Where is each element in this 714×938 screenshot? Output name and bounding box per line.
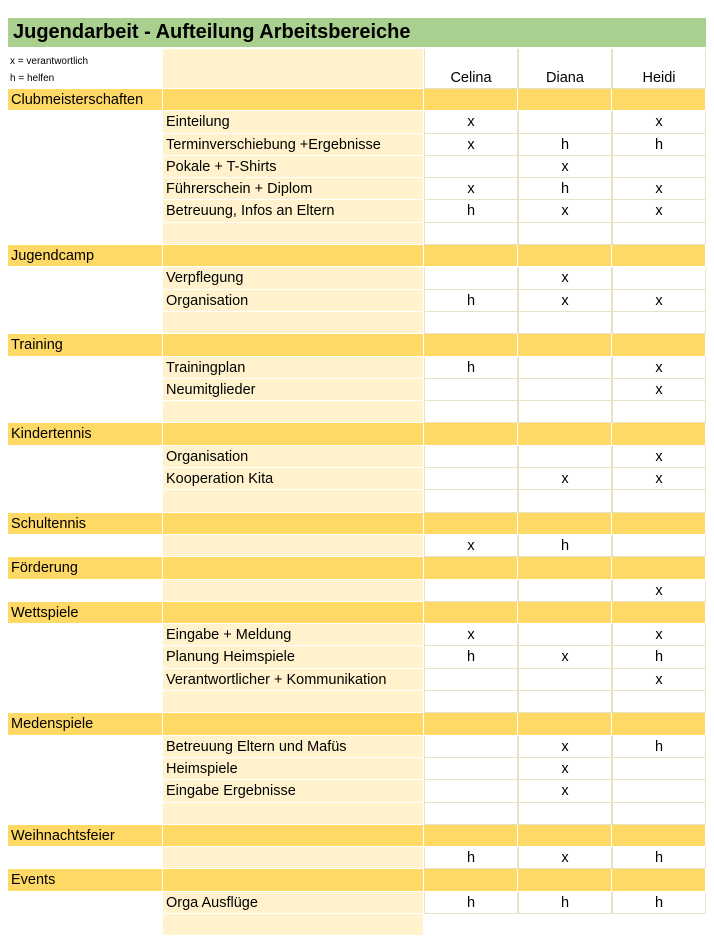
assignment-cell[interactable]: h [424, 646, 518, 668]
person-header[interactable]: Diana [518, 49, 612, 89]
category-person-cell[interactable] [518, 602, 612, 624]
empty-cell[interactable] [8, 178, 163, 200]
empty-cell[interactable] [8, 134, 163, 156]
table-row [8, 624, 706, 646]
assignment-cell[interactable] [612, 780, 706, 802]
assignment-cell[interactable] [612, 535, 706, 557]
category-row [8, 513, 706, 535]
category-label[interactable]: Förderung [8, 557, 163, 579]
category-task-cell[interactable] [163, 869, 424, 891]
assignment-cell[interactable]: x [518, 847, 612, 869]
task-cell[interactable]: Neumitglieder [163, 379, 424, 401]
person-header[interactable]: Celina [424, 49, 518, 89]
table-row [8, 758, 706, 780]
assignment-cell[interactable]: x [612, 200, 706, 222]
empty-cell[interactable] [8, 156, 163, 178]
table-row [8, 847, 706, 869]
assignment-cell[interactable]: x [612, 468, 706, 490]
task-cell[interactable]: Terminverschiebung +Ergebnisse [163, 134, 424, 156]
assignment-cell[interactable] [424, 446, 518, 468]
assignment-cell[interactable]: x [518, 468, 612, 490]
empty-cell[interactable] [8, 624, 163, 646]
category-task-cell[interactable] [163, 825, 424, 847]
empty-cell[interactable] [8, 446, 163, 468]
assignment-cell[interactable] [612, 490, 706, 512]
category-person-cell[interactable] [518, 713, 612, 735]
task-cell[interactable]: Heimspiele [163, 758, 424, 780]
assignment-cell[interactable] [518, 580, 612, 602]
empty-cell[interactable] [8, 111, 163, 133]
empty-cell[interactable] [8, 580, 163, 602]
empty-task-cell[interactable] [163, 914, 424, 936]
category-row [8, 423, 706, 445]
assignment-cell[interactable]: x [518, 267, 612, 289]
task-cell[interactable] [163, 691, 424, 713]
table-row [8, 669, 706, 691]
header-row [8, 49, 706, 89]
empty-cell[interactable] [8, 401, 163, 423]
category-person-cell[interactable] [424, 423, 518, 445]
assignment-cell[interactable] [612, 156, 706, 178]
assignment-cell[interactable]: h [424, 847, 518, 869]
task-cell[interactable]: Pokale + T-Shirts [163, 156, 424, 178]
category-label[interactable]: Events [8, 869, 163, 891]
category-label[interactable]: Schultennis [8, 513, 163, 535]
empty-cell[interactable] [8, 379, 163, 401]
category-person-cell[interactable] [518, 89, 612, 111]
assignment-cell[interactable]: x [612, 580, 706, 602]
table-row [8, 379, 706, 401]
legend-cell[interactable] [8, 49, 163, 89]
task-cell[interactable] [163, 490, 424, 512]
category-person-cell[interactable] [612, 334, 706, 356]
category-person-cell[interactable] [424, 825, 518, 847]
assignment-cell[interactable]: x [518, 758, 612, 780]
category-person-cell[interactable] [612, 423, 706, 445]
sheet-title: Jugendarbeit - Aufteilung Arbeitsbereiche [8, 18, 706, 47]
category-person-cell[interactable] [424, 245, 518, 267]
empty-cell[interactable] [8, 312, 163, 334]
task-cell[interactable]: Eingabe + Meldung [163, 624, 424, 646]
assignment-cell[interactable]: h [424, 290, 518, 312]
task-cell[interactable] [163, 401, 424, 423]
assignment-cell[interactable] [518, 357, 612, 379]
table-row [8, 736, 706, 758]
assignment-cell[interactable]: h [518, 535, 612, 557]
assignment-table [8, 49, 706, 936]
table-row [8, 134, 706, 156]
category-label[interactable]: Clubmeisterschaften [8, 89, 163, 111]
category-row [8, 89, 706, 111]
assignment-cell[interactable]: x [612, 669, 706, 691]
assignment-cell[interactable]: x [518, 156, 612, 178]
table-row [8, 892, 706, 914]
assignment-cell[interactable] [424, 580, 518, 602]
category-label[interactable]: Jugendcamp [8, 245, 163, 267]
assignment-cell[interactable]: x [424, 111, 518, 133]
empty-cell[interactable] [8, 803, 163, 825]
table-row [8, 780, 706, 802]
category-task-cell[interactable] [163, 334, 424, 356]
assignment-cell[interactable] [424, 691, 518, 713]
assignment-cell[interactable] [518, 803, 612, 825]
assignment-cell[interactable]: h [518, 178, 612, 200]
task-cell[interactable]: Orga Ausflüge [163, 892, 424, 914]
empty-cell[interactable] [8, 892, 163, 914]
task-cell[interactable]: Führerschein + Diplom [163, 178, 424, 200]
assignment-cell[interactable] [612, 223, 706, 245]
task-cell[interactable]: Einteilung [163, 111, 424, 133]
table-row [8, 580, 706, 602]
category-person-cell[interactable] [424, 334, 518, 356]
person-header[interactable]: Heidi [612, 49, 706, 89]
legend-help: h = helfen [10, 73, 55, 84]
assignment-cell[interactable] [612, 267, 706, 289]
assignment-cell[interactable]: x [612, 379, 706, 401]
assignment-cell[interactable]: x [518, 200, 612, 222]
category-person-cell[interactable] [612, 89, 706, 111]
category-row [8, 713, 706, 735]
assignment-cell[interactable]: x [518, 736, 612, 758]
assignment-cell[interactable]: x [612, 178, 706, 200]
assignment-cell[interactable]: x [612, 290, 706, 312]
assignment-cell[interactable] [518, 401, 612, 423]
assignment-cell[interactable]: x [612, 357, 706, 379]
assignment-cell[interactable]: x [518, 646, 612, 668]
category-label[interactable]: Weihnachtsfeier [8, 825, 163, 847]
category-row [8, 245, 706, 267]
empty-cell[interactable] [8, 357, 163, 379]
table-row [8, 156, 706, 178]
trailing-row [8, 914, 706, 936]
category-person-cell[interactable] [518, 334, 612, 356]
empty-cell[interactable] [8, 223, 163, 245]
assignment-cell[interactable] [518, 624, 612, 646]
assignment-cell[interactable]: h [424, 357, 518, 379]
category-person-cell[interactable] [518, 245, 612, 267]
empty-cell[interactable] [8, 646, 163, 668]
assignment-cell[interactable] [518, 691, 612, 713]
assignment-cell[interactable]: h [612, 134, 706, 156]
assignment-cell[interactable]: h [518, 134, 612, 156]
assignment-cell[interactable] [424, 736, 518, 758]
category-person-cell[interactable] [424, 602, 518, 624]
assignment-cell[interactable]: x [424, 134, 518, 156]
assignment-cell[interactable] [424, 223, 518, 245]
table-row [8, 223, 706, 245]
task-cell[interactable]: Organisation [163, 290, 424, 312]
empty-cell[interactable] [8, 468, 163, 490]
category-person-cell[interactable] [612, 245, 706, 267]
table-row [8, 200, 706, 222]
assignment-cell[interactable] [424, 379, 518, 401]
table-row [8, 290, 706, 312]
assignment-cell[interactable] [612, 758, 706, 780]
category-person-cell[interactable] [518, 513, 612, 535]
category-row [8, 557, 706, 579]
assignment-cell[interactable] [518, 379, 612, 401]
assignment-cell[interactable] [424, 490, 518, 512]
table-row [8, 803, 706, 825]
assignment-cell[interactable] [518, 490, 612, 512]
table-row [8, 468, 706, 490]
empty-cell[interactable] [8, 267, 163, 289]
task-cell[interactable] [163, 803, 424, 825]
category-person-cell[interactable] [518, 825, 612, 847]
category-label[interactable]: Medenspiele [8, 713, 163, 735]
assignment-cell[interactable] [612, 803, 706, 825]
empty-cell[interactable] [8, 490, 163, 512]
task-cell[interactable]: Verantwortlicher + Kommunikation [163, 669, 424, 691]
table-row [8, 535, 706, 557]
task-cell[interactable]: Organisation [163, 446, 424, 468]
assignment-cell[interactable] [424, 803, 518, 825]
assignment-cell[interactable] [518, 312, 612, 334]
task-cell[interactable]: Betreuung Eltern und Mafüs [163, 736, 424, 758]
assignment-cell[interactable]: h [612, 736, 706, 758]
category-person-cell[interactable] [612, 557, 706, 579]
category-person-cell[interactable] [612, 869, 706, 891]
category-person-cell[interactable] [518, 423, 612, 445]
category-task-cell[interactable] [163, 557, 424, 579]
assignment-cell[interactable] [424, 468, 518, 490]
table-row [8, 357, 706, 379]
assignment-cell[interactable] [424, 669, 518, 691]
task-header-cell[interactable] [163, 49, 424, 89]
table-row [8, 178, 706, 200]
table-row [8, 446, 706, 468]
assignment-cell[interactable] [518, 669, 612, 691]
category-row [8, 825, 706, 847]
assignment-cell[interactable]: x [612, 624, 706, 646]
assignment-cell[interactable] [612, 312, 706, 334]
empty-cell[interactable] [8, 736, 163, 758]
category-person-cell[interactable] [612, 713, 706, 735]
category-person-cell[interactable] [612, 825, 706, 847]
task-cell[interactable]: Kooperation Kita [163, 468, 424, 490]
assignment-cell[interactable] [424, 401, 518, 423]
assignment-cell[interactable] [424, 758, 518, 780]
table-row [8, 267, 706, 289]
category-person-cell[interactable] [424, 713, 518, 735]
category-task-cell[interactable] [163, 602, 424, 624]
assignment-cell[interactable] [518, 111, 612, 133]
assignment-cell[interactable]: h [518, 892, 612, 914]
empty-cell[interactable] [8, 691, 163, 713]
assignment-cell[interactable]: h [612, 892, 706, 914]
assignment-cell[interactable] [424, 780, 518, 802]
table-row [8, 111, 706, 133]
task-cell[interactable] [163, 580, 424, 602]
table-row [8, 691, 706, 713]
category-person-cell[interactable] [518, 869, 612, 891]
assignment-cell[interactable]: h [612, 646, 706, 668]
category-person-cell[interactable] [424, 89, 518, 111]
assignment-cell[interactable]: x [424, 178, 518, 200]
assignment-cell[interactable]: h [424, 200, 518, 222]
category-task-cell[interactable] [163, 423, 424, 445]
category-person-cell[interactable] [612, 602, 706, 624]
task-cell[interactable]: Trainingplan [163, 357, 424, 379]
category-task-cell[interactable] [163, 513, 424, 535]
empty-cell[interactable] [8, 535, 163, 557]
task-cell[interactable]: Planung Heimspiele [163, 646, 424, 668]
category-row [8, 334, 706, 356]
table-row [8, 646, 706, 668]
assignment-cell[interactable]: h [424, 892, 518, 914]
legend-responsible: x = verantwortlich [10, 56, 89, 67]
category-label[interactable]: Kindertennis [8, 423, 163, 445]
assignment-cell[interactable]: x [424, 535, 518, 557]
category-row [8, 869, 706, 891]
task-cell[interactable] [163, 223, 424, 245]
empty-cell[interactable] [8, 847, 163, 869]
assignment-cell[interactable]: x [518, 290, 612, 312]
assignment-cell[interactable] [424, 312, 518, 334]
assignment-cell[interactable] [612, 691, 706, 713]
assignment-cell[interactable] [518, 446, 612, 468]
assignment-cell[interactable]: x [424, 624, 518, 646]
task-cell[interactable] [163, 535, 424, 557]
task-cell[interactable]: Eingabe Ergebnisse [163, 780, 424, 802]
category-person-cell[interactable] [424, 557, 518, 579]
assignment-cell[interactable] [424, 156, 518, 178]
table-row [8, 401, 706, 423]
category-person-cell[interactable] [424, 869, 518, 891]
empty-cell[interactable] [8, 758, 163, 780]
category-person-cell[interactable] [518, 557, 612, 579]
assignment-cell[interactable]: h [612, 847, 706, 869]
category-task-cell[interactable] [163, 713, 424, 735]
empty-cell[interactable] [8, 914, 163, 936]
table-row [8, 490, 706, 512]
category-row [8, 602, 706, 624]
category-person-cell[interactable] [424, 513, 518, 535]
empty-cell[interactable] [8, 290, 163, 312]
category-label[interactable]: Training [8, 334, 163, 356]
table-row [8, 312, 706, 334]
category-person-cell[interactable] [612, 513, 706, 535]
task-cell[interactable] [163, 847, 424, 869]
category-task-cell[interactable] [163, 89, 424, 111]
empty-cell[interactable] [8, 669, 163, 691]
category-task-cell[interactable] [163, 245, 424, 267]
assignment-cell[interactable] [424, 267, 518, 289]
assignment-cell[interactable] [612, 401, 706, 423]
empty-cell[interactable] [8, 780, 163, 802]
task-cell[interactable]: Betreuung, Infos an Eltern [163, 200, 424, 222]
assignment-cell[interactable] [518, 223, 612, 245]
assignment-cell[interactable]: x [612, 111, 706, 133]
empty-cell[interactable] [8, 200, 163, 222]
assignment-cell[interactable]: x [612, 446, 706, 468]
task-cell[interactable]: Verpflegung [163, 267, 424, 289]
assignment-cell[interactable]: x [518, 780, 612, 802]
category-label[interactable]: Wettspiele [8, 602, 163, 624]
task-cell[interactable] [163, 312, 424, 334]
